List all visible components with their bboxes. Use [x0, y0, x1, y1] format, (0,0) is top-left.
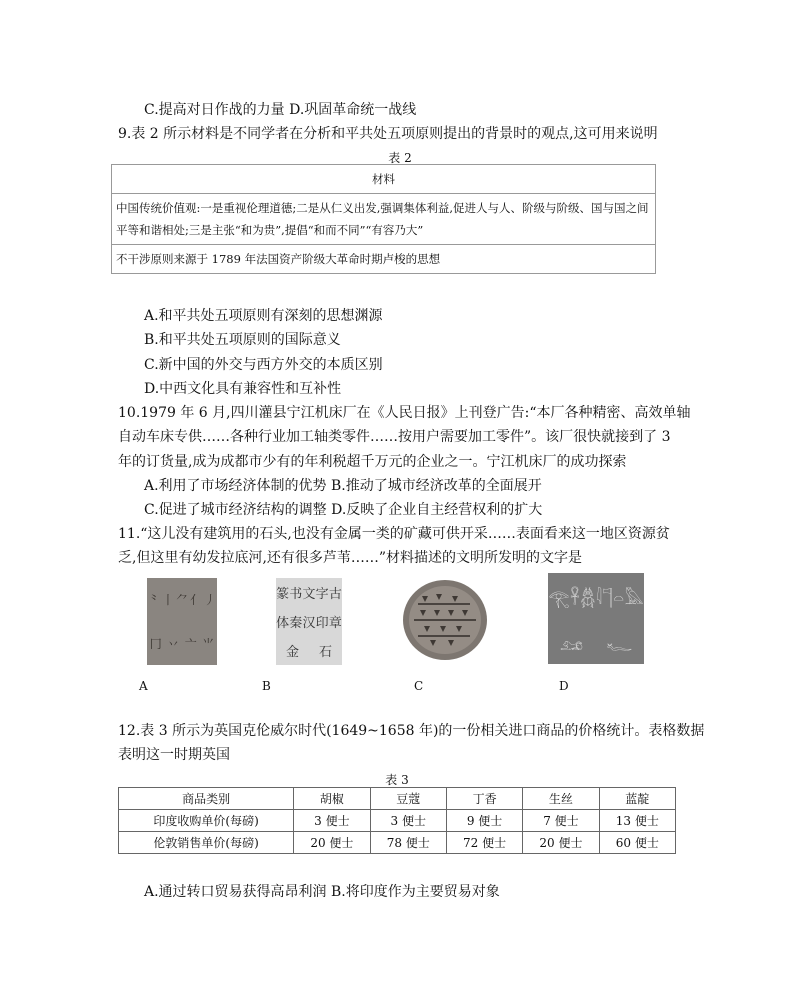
cuneiform-tablet-icon [400, 576, 490, 664]
q10-stem-3: 年的订货量,成为成都市少有的年利税超千万元的企业之一。宁江机床厂的成功探索 [118, 454, 627, 470]
table3-cell: 20 便士 [294, 832, 370, 854]
table3-cell: 3 便士 [370, 810, 446, 832]
q11-stem-1: 11.“这儿没有建筑用的石头,也没有金属一类的矿藏可供开采……表面看来这一地区资源贫 [118, 526, 670, 542]
table3-cell: 13 便士 [599, 810, 675, 832]
q12-options-ab: A.通过转口贸易获得高昂利润 B.将印度作为主要贸易对象 [144, 884, 500, 900]
q10-options-cd: C.促进了城市经济结构的调整 D.反映了企业自主经营权利的扩大 [144, 502, 543, 518]
table3-cell: 72 便士 [446, 832, 522, 854]
table3-header-cell: 丁香 [446, 788, 522, 810]
cuneiform-tablet-image [400, 576, 490, 664]
table2-header: 材料 [112, 165, 656, 194]
table3-header-cell: 生丝 [523, 788, 599, 810]
table-row [119, 832, 676, 854]
q11-stem-2: 乏,但这里有幼发拉底河,还有很多芦苇……”材料描述的文明所发明的文字是 [118, 550, 583, 566]
q12-stem-1: 12.表 3 所示为英国克伦威尔时代(1649~1658 年)的一份相关进口商品的价格统计。表格数据 [118, 723, 705, 739]
hieroglyph-image: 𓂀 𓋹 𓆣 𓇋 𓊹 𓏏 𓅓 𓃭 𓆑 [548, 573, 644, 664]
table2-row: 不干涉原则来源于 1789 年法国资产阶级大革命时期卢梭的思想 [112, 245, 656, 274]
table3-cell: 9 便士 [446, 810, 522, 832]
table-2 [111, 164, 656, 274]
q10-options-ab: A.利用了市场经济体制的优势 B.推动了城市经济改革的全面展开 [144, 478, 542, 494]
oracle-bone-script-image: ⺀ 丨 ⺈ 亻 丿 冂 丷 亠 ⺌ [147, 578, 217, 665]
table-3 [118, 787, 676, 854]
image-label-a: A [139, 679, 148, 693]
q9-option-d: D.中西文化具有兼容性和互补性 [144, 381, 342, 397]
q9-option-b: B.和平共处五项原则的国际意义 [144, 332, 341, 348]
image-label-d: D [559, 679, 569, 693]
table3-header-cell: 胡椒 [294, 788, 370, 810]
table3-cell: 7 便士 [523, 810, 599, 832]
q8-options: C.提高对日作战的力量 D.巩固革命统一战线 [144, 102, 417, 118]
image-label-c: C [414, 679, 424, 693]
q10-stem-1: 10.1979 年 6 月,四川灌县宁江机床厂在《人民日报》上刊登广告:“本厂各种精密、高效单轴 [118, 405, 691, 421]
table3-header-row [119, 788, 676, 810]
table3-header-cell: 蓝靛 [599, 788, 675, 810]
table2-caption: 表 2 [388, 151, 412, 165]
table3-cell: 20 便士 [523, 832, 599, 854]
q12-stem-2: 表明这一时期英国 [118, 747, 230, 763]
seal-script-image: 篆 书 文 字 古 体 秦 汉 印 章 金 石 [276, 578, 342, 665]
q9-stem: 9.表 2 所示材料是不同学者在分析和平共处五项原则提出的背景时的观点,这可用来说明 [118, 126, 658, 142]
table2-row: 中国传统价值观:一是重视伦理道德;二是从仁义出发,强调集体利益,促进人与人、阶级与阶级、国与国之间平等和谐相处;三是主张“和为贵”,提倡“和而不同”“有容乃大” [112, 194, 656, 245]
table3-caption: 表 3 [385, 773, 409, 787]
table3-header-cell: 豆蔻 [370, 788, 446, 810]
q10-stem-2: 自动车床专供……各种行业加工轴类零件……按用户需要加工零件”。该厂很快就接到了 3 [118, 429, 671, 445]
q9-option-a: A.和平共处五项原则有深刻的思想渊源 [144, 308, 383, 324]
image-label-b: B [262, 679, 271, 693]
q9-option-c: C.新中国的外交与西方外交的本质区别 [144, 357, 383, 373]
table-row [119, 810, 676, 832]
table3-cell: 3 便士 [294, 810, 370, 832]
table3-cell: 伦敦销售单价(每磅) [119, 832, 294, 854]
table3-cell: 60 便士 [599, 832, 675, 854]
table3-cell: 78 便士 [370, 832, 446, 854]
table3-header-cell: 商品类别 [119, 788, 294, 810]
table3-cell: 印度收购单价(每磅) [119, 810, 294, 832]
